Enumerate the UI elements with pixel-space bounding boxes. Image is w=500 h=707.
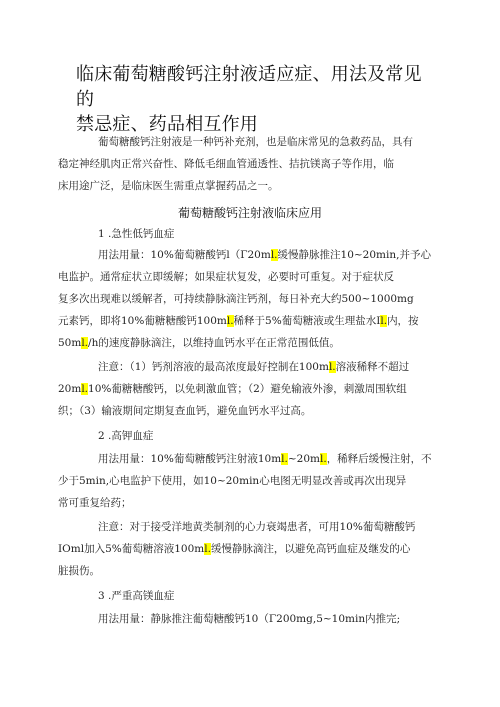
item-1-note-line: 20ml.10%葡糖糖酸钙，以免刺激血管；（2）避免输液外渗，刺激周围软组	[58, 383, 407, 395]
item-3-usage-line: 用法用量：静脉推注葡萄糖酸钙10（Γ200mg,5~10min内推完;	[98, 613, 401, 625]
highlighted-text: l.	[270, 249, 278, 261]
document-title	[76, 62, 436, 137]
item-2-usage-line: 常可重复给药；	[58, 497, 132, 509]
highlighted-text: l.	[380, 315, 388, 327]
title-line-2: 禁忌症、药品相互作用	[76, 114, 258, 135]
highlighted-text: l.	[204, 543, 211, 555]
item-2-usage-line: 少于5min,心电监护下使用，如10~20min心电图无明显改善或再次出现异	[58, 475, 407, 487]
item-1-usage-line: 用法用量：10%葡萄糖酸钙l（Γ20ml.缓慢静脉推注10~20min,并予心	[98, 249, 431, 261]
intro-line-2: 稳定神经肌肉正常兴奋性、降低毛细血管通透性、拮抗镁离子等作用，临	[58, 158, 394, 170]
intro-line-3: 床用途广泛，是临床医生需重点掌握药品之一。	[58, 180, 279, 192]
section-heading: 葡萄糖酸钙注射液临床应用	[177, 206, 322, 220]
item-1-usage-line: 50ml./h的速度静脉滴注，以维持血钙水平在正常范围低值。	[58, 337, 340, 349]
item-1-note-line: 织；（3）输液期间定期复查血钙，避免血钙水平过高。	[58, 405, 312, 417]
item-2-heading: 2 .高钾血症	[98, 430, 154, 442]
item-1-heading: 1 .急性低钙血症	[98, 228, 175, 240]
intro-line-1: 葡萄糖酸钙注射液是一种钙补充剂，也是临床常见的急救药品，具有	[98, 136, 413, 148]
item-2-note-line: 注意：对于接受洋地黄类制剂的心力衰竭患者，可用10%葡萄糖酸钙	[98, 521, 416, 533]
highlighted-text: l.	[281, 453, 288, 465]
item-1-usage-line: 电监护。通常症状立即缓解；如果症状复发，必要时可重复。对于症状反	[58, 271, 394, 283]
highlighted-text: l.	[328, 361, 336, 373]
item-1-usage-line: 元素钙，即将10%葡糖糖酸钙100ml.稀释于5%葡萄糖液或生理盐水Il.内，按	[58, 315, 419, 327]
highlighted-text: l.	[319, 453, 327, 465]
item-3-heading: 3 .严重高镁血症	[98, 590, 175, 602]
item-2-usage-line: 用法用量：10%葡萄糖酸钙注射液10ml.~20ml.，稀释后缓慢注射，不	[98, 453, 432, 465]
highlighted-text: l.	[81, 383, 89, 395]
item-2-note-line: IOml加入5%葡萄糖溶液100ml.缓慢静脉滴注，以避免高钙血症及继发的心	[58, 543, 411, 555]
item-1-note-line: 注意：（1）钙剂溶液的最高浓度最好控制在100ml.溶液稀释不超过	[98, 361, 410, 373]
item-1-usage-line: 复多次出现难以缓解者，可持续静脉滴注钙剂，每日补充大约500~1000mg	[58, 293, 414, 305]
highlighted-text: l.	[226, 315, 234, 327]
highlighted-text: l.	[81, 337, 89, 349]
title-line-1: 临床葡萄糖酸钙注射液适应症、用法及常见的	[76, 64, 422, 110]
item-2-note-line: 脏损伤。	[58, 565, 100, 577]
